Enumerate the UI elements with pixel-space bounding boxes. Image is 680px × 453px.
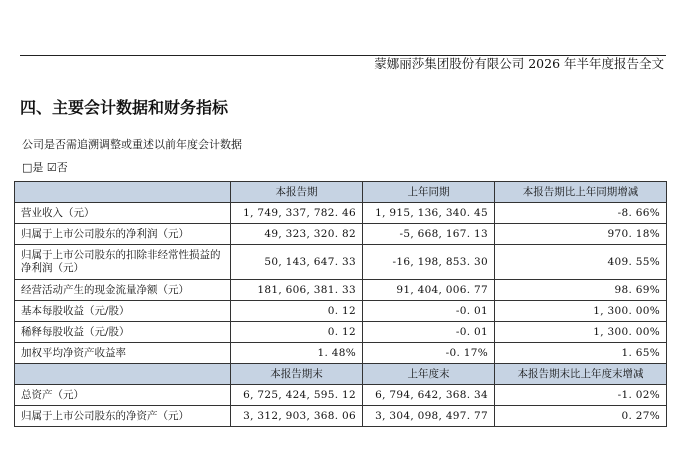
table-cell: 0. 27%: [495, 406, 667, 427]
option-yes-checkbox[interactable]: □是: [22, 161, 44, 174]
table-cell: -1. 02%: [495, 385, 667, 406]
table-row: [15, 280, 667, 301]
header-cell: 上年度末: [363, 364, 495, 385]
table-cell: 1. 48%: [231, 343, 363, 364]
row-label: 归属于上市公司股东的净资产（元）: [15, 406, 231, 427]
table-cell: 3, 312, 903, 368. 06: [231, 406, 363, 427]
row-label: 经营活动产生的现金流量净额（元）: [15, 280, 231, 301]
table-cell: -5, 668, 167. 13: [363, 224, 495, 245]
table-cell: 181, 606, 381. 33: [231, 280, 363, 301]
table-cell: -0. 01: [363, 322, 495, 343]
table-row: [15, 385, 667, 406]
table-cell: -0. 01: [363, 301, 495, 322]
option-no-checkbox[interactable]: ☑否: [46, 161, 68, 174]
table-cell: 0. 12: [231, 322, 363, 343]
table-cell: 970. 18%: [495, 224, 667, 245]
document-header: 蒙娜丽莎集团股份有限公司 2026 年半年度报告全文: [374, 56, 664, 71]
table-cell: 50, 143, 647. 33: [231, 245, 363, 280]
table-cell: 3, 304, 098, 497. 77: [363, 406, 495, 427]
table-row: [15, 301, 667, 322]
row-label: 营业收入（元）: [15, 203, 231, 224]
financial-indicators-table: [14, 181, 667, 427]
header-cell: 本报告期: [231, 182, 363, 203]
table-row: [15, 322, 667, 343]
restatement-options: [22, 159, 68, 175]
table-cell: 1, 300. 00%: [495, 301, 667, 322]
table-cell: 1, 300. 00%: [495, 322, 667, 343]
restatement-question: 公司是否需追溯调整或重述以前年度会计数据: [22, 138, 242, 151]
table-row: [15, 203, 667, 224]
row-label: 基本每股收益（元/股）: [15, 301, 231, 322]
table-cell: 91, 404, 006. 77: [363, 280, 495, 301]
table-row: [15, 343, 667, 364]
header-cell: [15, 364, 231, 385]
table-cell: 98. 69%: [495, 280, 667, 301]
row-label: 归属于上市公司股东的净利润（元）: [15, 224, 231, 245]
table-cell: 6, 725, 424, 595. 12: [231, 385, 363, 406]
header-cell: 本报告期末: [231, 364, 363, 385]
table-cell: 1. 65%: [495, 343, 667, 364]
header-cell: 本报告期末比上年度末增减: [495, 364, 667, 385]
header-cell: 上年同期: [363, 182, 495, 203]
table-cell: 1, 749, 337, 782. 46: [231, 203, 363, 224]
table-row: [15, 245, 667, 280]
row-label: 归属于上市公司股东的扣除非经常性损益的净利润（元）: [15, 245, 231, 280]
table-subheader-row: [15, 364, 667, 385]
table-cell: 0. 12: [231, 301, 363, 322]
table-header-row: [15, 182, 667, 203]
header-cell: [15, 182, 231, 203]
row-label: 加权平均净资产收益率: [15, 343, 231, 364]
table-cell: -8. 66%: [495, 203, 667, 224]
table-cell: 409. 55%: [495, 245, 667, 280]
row-label: 总资产（元）: [15, 385, 231, 406]
table-cell: 49, 323, 320. 82: [231, 224, 363, 245]
row-label: 稀释每股收益（元/股）: [15, 322, 231, 343]
table-cell: -0. 17%: [363, 343, 495, 364]
table-cell: 1, 915, 136, 340. 45: [363, 203, 495, 224]
table-row: [15, 406, 667, 427]
table-row: [15, 224, 667, 245]
section-title: 四、主要会计数据和财务指标: [20, 98, 229, 117]
table-cell: 6, 794, 642, 368. 34: [363, 385, 495, 406]
header-divider: [20, 55, 666, 56]
header-cell: 本报告期比上年同期增减: [495, 182, 667, 203]
table-cell: -16, 198, 853. 30: [363, 245, 495, 280]
